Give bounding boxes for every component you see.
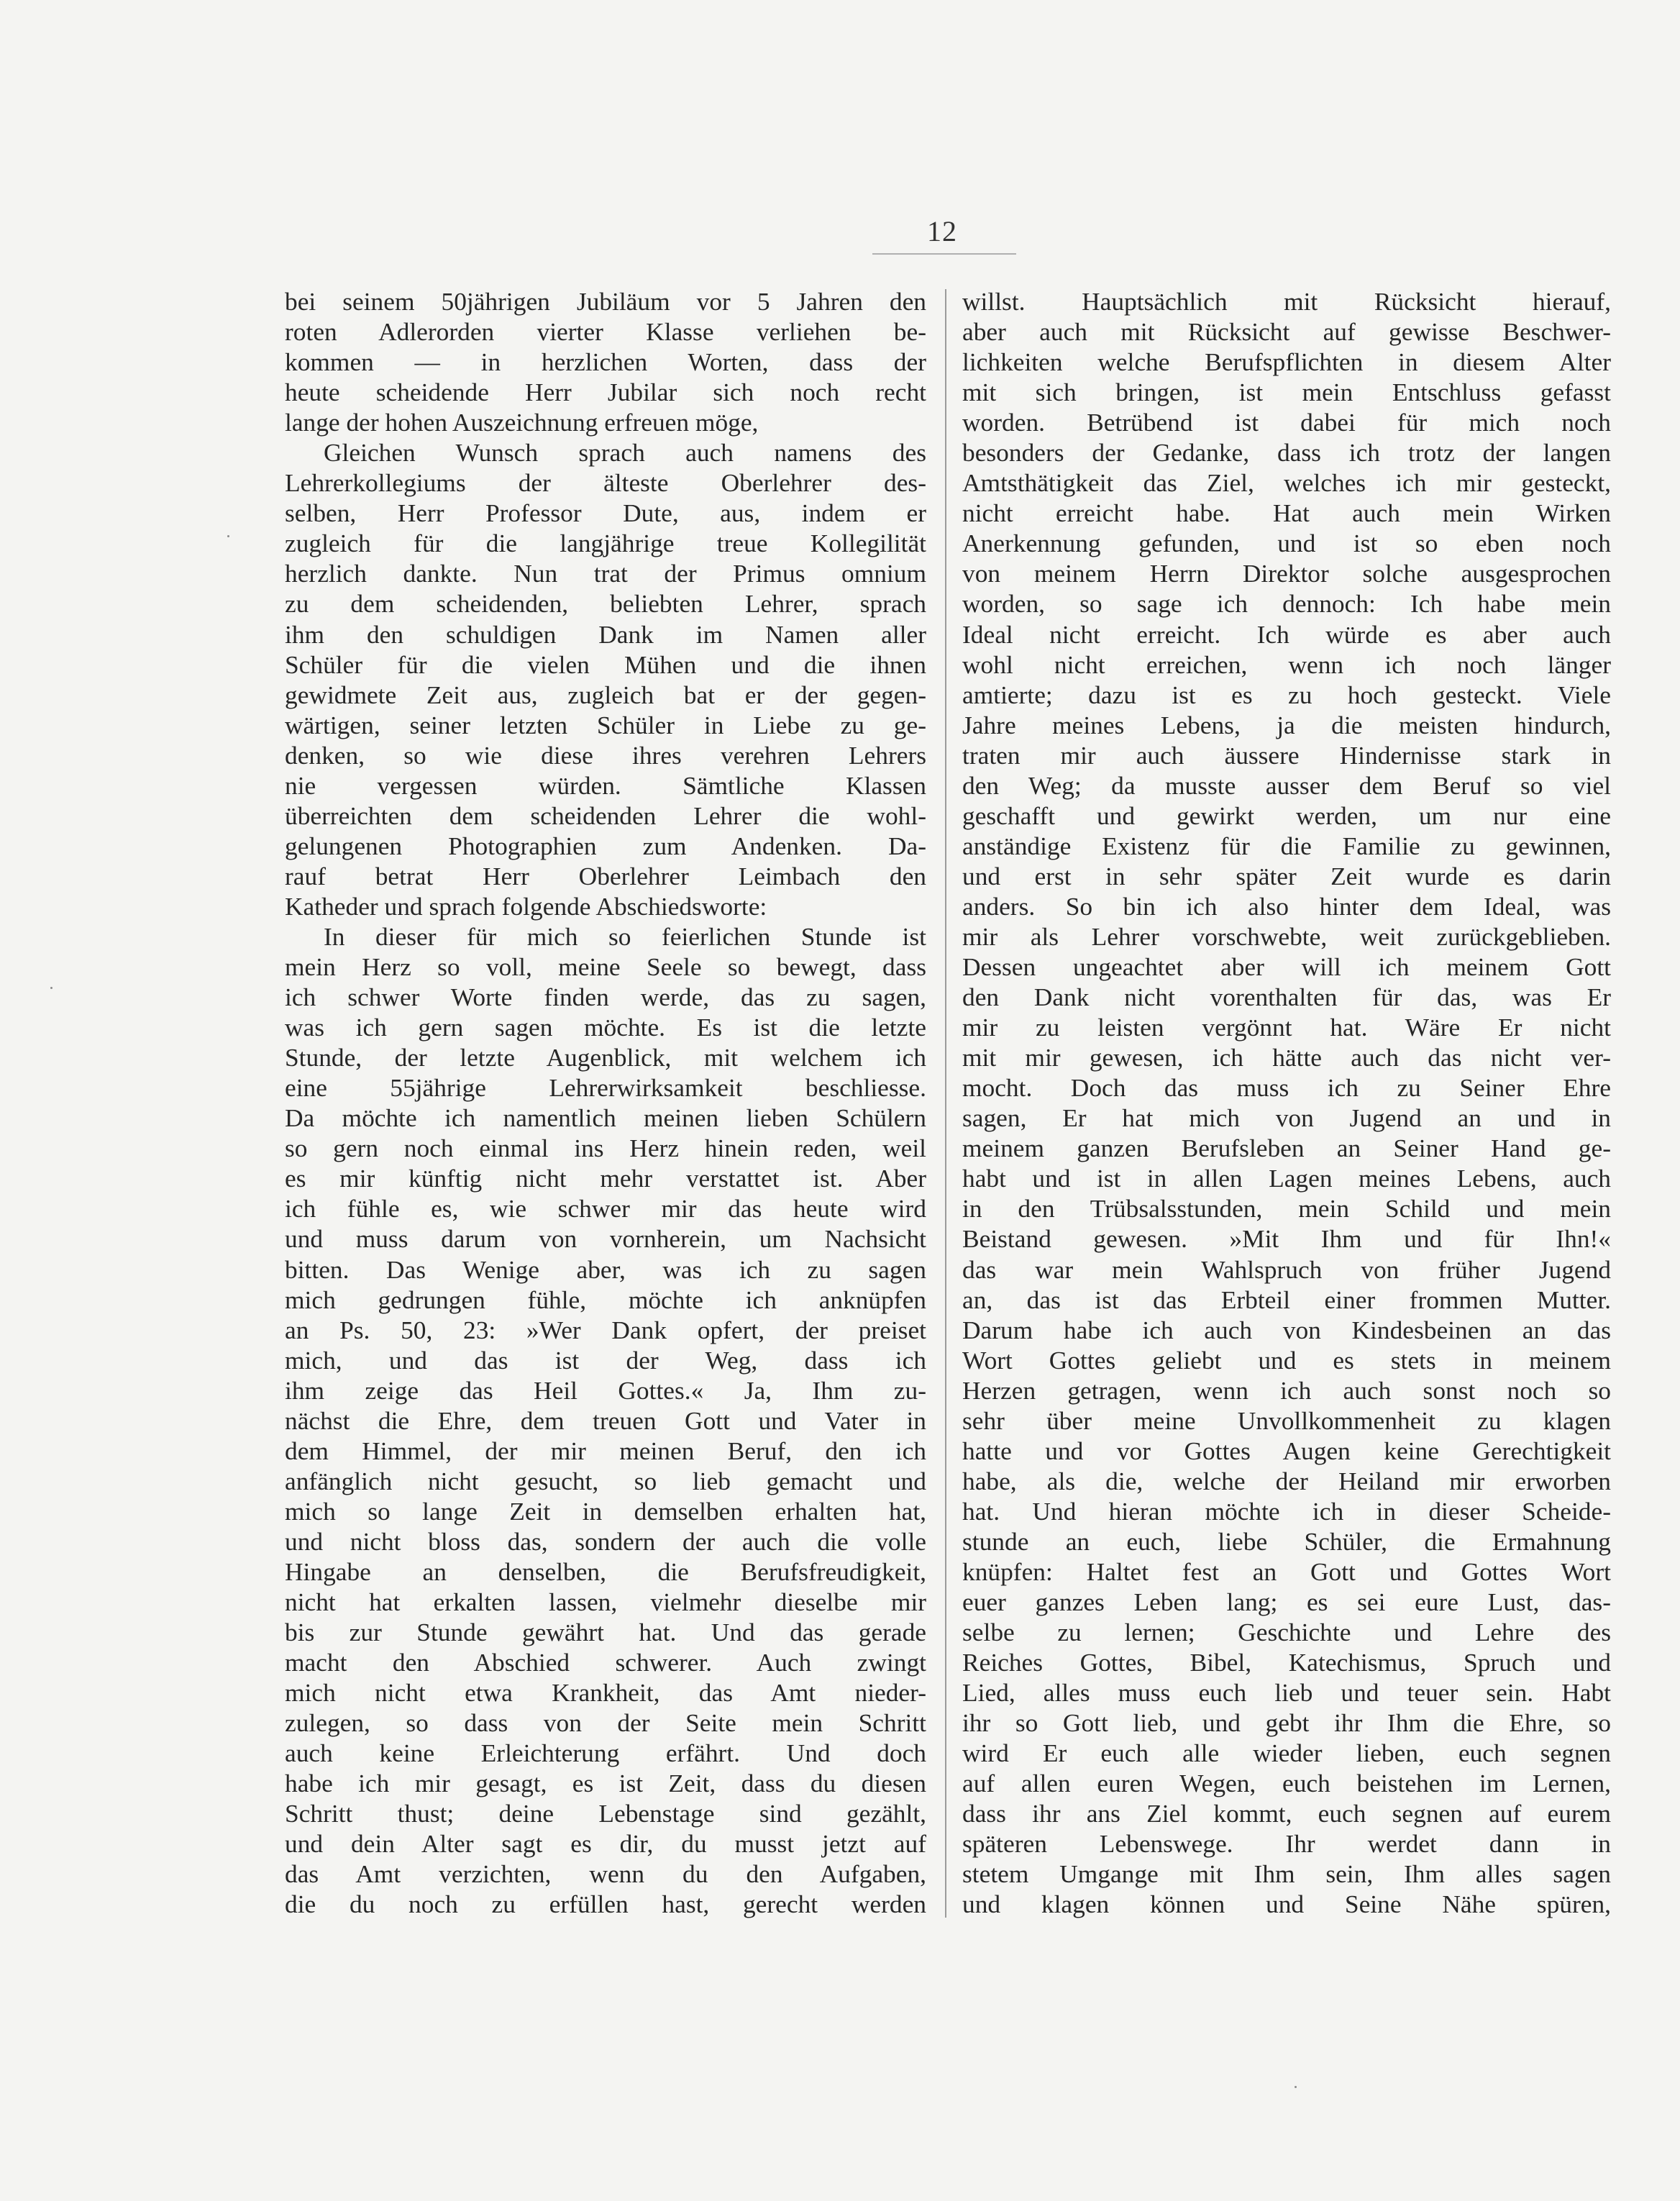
right-column-line: mocht. Doch das muss ich zu Seiner Ehre [962,1073,1611,1103]
right-column-line: willst. Hauptsächlich mit Rücksicht hierauf, [962,287,1611,316]
right-column-line: anders. So bin ich also hinter dem Ideal, was [962,891,1611,921]
left-column-line: bei seinem 50jährigen Jubiläum vor 5 Jahren den [285,287,926,316]
left-column-line: bis zur Stunde gewährt hat. Und das gerade [285,1618,926,1647]
right-column-line: sehr über meine Unvollkommenheit zu klagen [962,1405,1611,1435]
scan-speck [227,535,229,537]
right-column-line: Dessen ungeachtet aber will ich meinem Gott [962,952,1611,982]
right-column-line: traten mir auch äussere Hindernisse stark in [962,740,1611,770]
left-column-line: herzlich dankte. Nun trat der Primus omnium [285,559,926,588]
left-column-line: gelungenen Photographien zum Andenken. Da- [285,831,926,860]
left-column-line: und muss darum von vornherein, um Nachsicht [285,1224,926,1254]
right-column-line: späteren Lebenswege. Ihr werdet dann in [962,1829,1611,1859]
left-column-line: dem Himmel, der mir meinen Beruf, den ich [285,1436,926,1465]
right-column-line: wohl nicht erreichen, wenn ich noch länger [962,650,1611,679]
left-column-line: zugleich für die langjährige treue Kollegilität [285,529,926,558]
left-column-line: anfänglich nicht gesucht, so lieb gemacht und [285,1466,926,1495]
left-column-line: lange der hohen Auszeichnung erfreuen möge, [285,408,759,437]
left-column-line: nächst die Ehre, dem treuen Gott und Vater in [285,1405,926,1435]
left-column-line: Schüler für die vielen Mühen und die ihnen [285,650,926,679]
left-column-line: Hingabe an denselben, die Berufsfreudigkeit, [285,1557,926,1586]
left-column-line: und dein Alter sagt es dir, du musst jetzt auf [285,1829,926,1859]
right-column-line: Reiches Gottes, Bibel, Katechismus, Spruch und [962,1648,1611,1677]
right-column-line: stetem Umgange mit Ihm sein, Ihm alles sagen [962,1859,1611,1889]
right-column-line: geschafft und gewirkt werden, um nur eine [962,801,1611,830]
right-column-line: Amtsthätigkeit das Ziel, welches ich mir gesteckt, [962,468,1611,498]
left-column-line: ihm den schuldigen Dank im Namen aller [285,619,926,649]
right-column-line: meinem ganzen Berufsleben an Seiner Hand ge- [962,1134,1611,1163]
left-column-line: nicht hat erkalten lassen, vielmehr dieselbe mir [285,1587,926,1617]
right-column-line: Anerkennung gefunden, und ist so eben noch [962,529,1611,558]
left-column-line: nie vergessen würden. Sämtliche Klassen [285,770,926,800]
left-column-line: bitten. Das Wenige aber, was ich zu sagen [285,1254,926,1284]
right-column-line: mit mir gewesen, ich hätte auch das nicht ver- [962,1043,1611,1072]
right-column-line: habt und ist in allen Lagen meines Lebens, auch [962,1164,1611,1193]
left-column-line: roten Adlerorden vierter Klasse verliehen be- [285,317,926,347]
left-text-column [285,286,926,1920]
left-column-line: Katheder und sprach folgende Abschiedsworte: [285,891,767,921]
right-column-line: hatte und vor Gottes Augen keine Gerechtigkeit [962,1436,1611,1465]
left-column-line: Lehrerkollegiums der älteste Oberlehrer des- [285,468,926,498]
right-column-line: den Weg; da musste ausser dem Beruf so viel [962,770,1611,800]
right-column-line: habe, als die, welche der Heiland mir erworben [962,1466,1611,1495]
right-column-line: aber auch mit Rücksicht auf gewisse Beschwer- [962,317,1611,347]
right-column-line: Beistand gewesen. »Mit Ihm und für Ihn!« [962,1224,1611,1254]
left-column-line: gewidmete Zeit aus, zugleich bat er der gegen- [285,680,926,709]
right-column-line: in den Trübsalsstunden, mein Schild und mein [962,1194,1611,1223]
left-column-line: denken, so wie diese ihres verehren Lehrers [285,740,926,770]
left-column-line: zulegen, so dass von der Seite mein Schritt [285,1708,926,1738]
right-column-line: amtierte; dazu ist es zu hoch gesteckt. Viele [962,680,1611,709]
left-column-line: die du noch zu erfüllen hast, gerecht werden [285,1890,926,1919]
left-column-line: heute scheidende Herr Jubilar sich noch recht [285,378,926,407]
left-column-line: mich gedrungen fühle, möchte ich anknüpfen [285,1285,926,1314]
left-column-line: es mir künftig nicht mehr verstattet ist. Aber [285,1164,926,1193]
right-column-line: mit sich bringen, ist mein Entschluss gefasst [962,378,1611,407]
right-column-line: besonders der Gedanke, dass ich trotz der langen [962,438,1611,468]
right-column-line: ihr so Gott lieb, und gebt ihr Ihm die Ehre, so [962,1708,1611,1738]
page-number: 12 [927,215,957,247]
left-column-line: ich schwer Worte finden werde, das zu sagen, [285,983,926,1012]
left-column-line: In dieser für mich so feierlichen Stunde ist [324,921,926,951]
right-column-line: Ideal nicht erreicht. Ich würde es aber auch [962,619,1611,649]
right-column-line: hat. Und hieran möchte ich in dieser Scheide- [962,1496,1611,1526]
left-column-line: Stunde, der letzte Augenblick, mit welchem ich [285,1043,926,1072]
left-column-line: eine 55jährige Lehrerwirksamkeit beschliesse. [285,1073,926,1103]
left-column-line: ich fühle es, wie schwer mir das heute wird [285,1194,926,1223]
left-column-line: Gleichen Wunsch sprach auch namens des [324,438,926,468]
right-column-line: wird Er euch alle wieder lieben, euch segnen [962,1739,1611,1768]
column-divider [945,289,946,1918]
left-column-line: mich so lange Zeit in demselben erhalten hat, [285,1496,926,1526]
left-column-line: überreichten dem scheidenden Lehrer die wohl- [285,801,926,830]
scan-speck [50,987,52,989]
right-column-line: sagen, Er hat mich von Jugend an und in [962,1103,1611,1133]
right-column-line: stunde an euch, liebe Schüler, die Ermahnung [962,1526,1611,1556]
page-number-rule [872,253,1016,255]
right-column-line: Lied, alles muss euch lieb und teuer sein. Habt [962,1678,1611,1708]
right-column-line: worden, so sage ich dennoch: Ich habe mein [962,589,1611,619]
left-column-line: Da möchte ich namentlich meinen lieben Schülern [285,1103,926,1133]
right-column-line: und erst in sehr später Zeit wurde es darin [962,861,1611,890]
left-column-line: mich nicht etwa Krankheit, das Amt nieder- [285,1678,926,1708]
right-column-line: worden. Betrübend ist dabei für mich noch [962,408,1611,437]
left-column-line: und nicht bloss das, sondern der auch die volle [285,1526,926,1556]
left-column-line: wärtigen, seiner letzten Schüler in Liebe zu ge- [285,710,926,739]
right-column-line: anständige Existenz für die Familie zu gewinnen, [962,831,1611,860]
right-column-line: den Dank nicht vorenthalten für das, was Er [962,983,1611,1012]
left-column-line: mein Herz so voll, meine Seele so bewegt, dass [285,952,926,982]
right-column-line: das war mein Wahlspruch von früher Jugend [962,1254,1611,1284]
right-column-line: mir zu leisten vergönnt hat. Wäre Er nicht [962,1013,1611,1042]
right-column-line: Herzen getragen, wenn ich auch sonst noch so [962,1375,1611,1405]
right-text-column [962,286,1611,1920]
left-column-line: kommen — in herzlichen Worten, dass der [285,347,926,377]
left-column-line: selben, Herr Professor Dute, aus, indem er [285,498,926,528]
left-column-line: Schritt thust; deine Lebenstage sind gezählt, [285,1799,926,1828]
right-column-line: knüpfen: Haltet fest an Gott und Gottes Wort [962,1557,1611,1586]
right-column-line: mir als Lehrer vorschwebte, weit zurückgeblieben. [962,921,1611,951]
left-column-line: so gern noch einmal ins Herz hinein reden, weil [285,1134,926,1163]
left-column-line: zu dem scheidenden, beliebten Lehrer, sprach [285,589,926,619]
left-column-line: habe ich mir gesagt, es ist Zeit, dass du diesen [285,1769,926,1798]
right-column-line: von meinem Herrn Direktor solche ausgesprochen [962,559,1611,588]
scan-speck [1295,2086,1297,2088]
left-column-line: auch keine Erleichterung erfährt. Und doch [285,1739,926,1768]
left-column-line: macht den Abschied schwerer. Auch zwingt [285,1648,926,1677]
left-column-line: ihm zeige das Heil Gottes.« Ja, Ihm zu- [285,1375,926,1405]
right-column-line: Wort Gottes geliebt und es stets in meinem [962,1345,1611,1375]
left-column-line: was ich gern sagen möchte. Es ist die letzte [285,1013,926,1042]
right-column-line: selbe zu lernen; Geschichte und Lehre des [962,1618,1611,1647]
right-column-line: lichkeiten welche Berufspflichten in diesem Alter [962,347,1611,377]
right-column-line: Darum habe ich auch von Kindesbeinen an das [962,1315,1611,1344]
left-column-line: an Ps. 50, 23: »Wer Dank opfert, der preiset [285,1315,926,1344]
left-column-line: mich, und das ist der Weg, dass ich [285,1345,926,1375]
right-column-line: nicht erreicht habe. Hat auch mein Wirken [962,498,1611,528]
left-column-line: das Amt verzichten, wenn du den Aufgaben, [285,1859,926,1889]
right-column-line: auf allen euren Wegen, euch beistehen im Lernen, [962,1769,1611,1798]
right-column-line: euer ganzes Leben lang; es sei eure Lust, das- [962,1587,1611,1617]
right-column-line: und klagen können und Seine Nähe spüren, [962,1890,1611,1919]
right-column-line: an, das ist das Erbteil einer frommen Mutter. [962,1285,1611,1314]
right-column-line: Jahre meines Lebens, ja die meisten hindurch, [962,710,1611,739]
left-column-line: rauf betrat Herr Oberlehrer Leimbach den [285,861,926,890]
right-column-line: dass ihr ans Ziel kommt, euch segnen auf eurem [962,1799,1611,1828]
